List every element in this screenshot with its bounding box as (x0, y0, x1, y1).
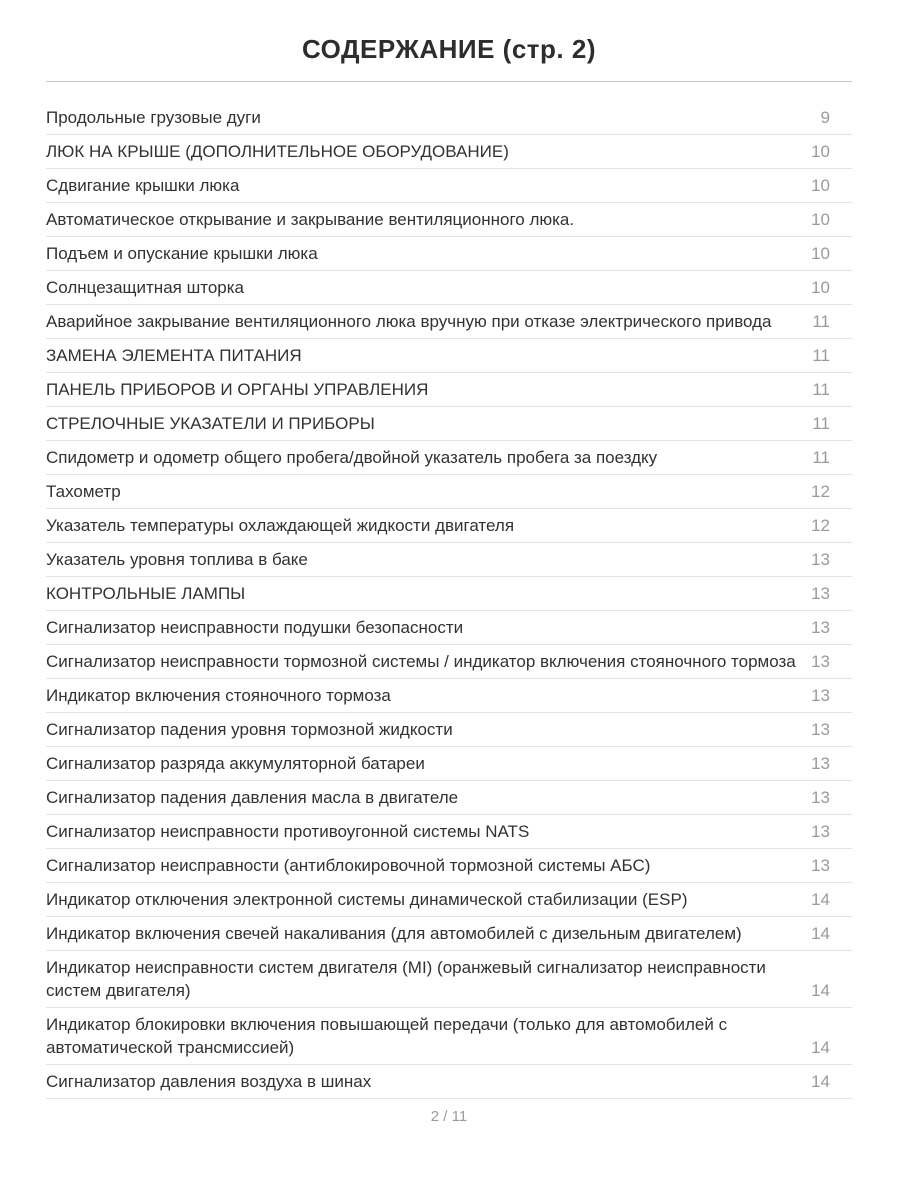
toc-row[interactable] (46, 305, 852, 339)
toc-page (0, 33, 900, 1200)
toc-row[interactable] (46, 781, 852, 815)
toc-list (46, 101, 852, 1099)
toc-entry-page: 13 (811, 618, 830, 637)
toc-entry-label: СТРЕЛОЧНЫЕ УКАЗАТЕЛИ И ПРИБОРЫ (46, 414, 375, 433)
toc-entry-label: ЛЮК НА КРЫШЕ (ДОПОЛНИТЕЛЬНОЕ ОБОРУДОВАНИЕ) (46, 142, 509, 161)
toc-entry-label: Сигнализатор неисправности тормозной системы / индикатор включения стояночного тормоза (46, 652, 796, 671)
toc-entry-label: Индикатор блокировки включения повышающей передачи (только для автомобилей с автоматической трансмиссией) (46, 1015, 728, 1057)
toc-row[interactable] (46, 373, 852, 407)
toc-row[interactable] (46, 883, 852, 917)
toc-entry-label: Указатель уровня топлива в баке (46, 550, 308, 569)
toc-row[interactable] (46, 1008, 852, 1065)
toc-row[interactable] (46, 101, 852, 135)
toc-entry-page: 13 (811, 686, 830, 705)
toc-entry-label: Сигнализатор неисправности (антиблокировочной тормозной системы АБС) (46, 856, 651, 875)
toc-entry-page: 13 (811, 822, 830, 841)
toc-entry-page: 11 (812, 346, 830, 365)
toc-entry-label: Солнцезащитная шторка (46, 278, 244, 297)
toc-row[interactable] (46, 169, 852, 203)
toc-row[interactable] (46, 849, 852, 883)
page-title: СОДЕРЖАНИЕ (стр. 2) (302, 34, 596, 64)
toc-row[interactable] (46, 951, 852, 1008)
toc-entry-page: 11 (812, 414, 830, 433)
toc-entry-page: 12 (811, 482, 830, 501)
toc-entry-label: Индикатор включения свечей накаливания (для автомобилей с дизельным двигателем) (46, 924, 742, 943)
toc-row[interactable] (46, 645, 852, 679)
toc-entry-label: ЗАМЕНА ЭЛЕМЕНТА ПИТАНИЯ (46, 346, 302, 365)
toc-row[interactable] (46, 203, 852, 237)
toc-entry-page: 13 (811, 720, 830, 739)
toc-row[interactable] (46, 815, 852, 849)
toc-row[interactable] (46, 1065, 852, 1099)
toc-row[interactable] (46, 407, 852, 441)
toc-entry-label: Индикатор отключения электронной системы динамической стабилизации (ESP) (46, 890, 688, 909)
toc-entry-label: Автоматическое открывание и закрывание вентиляционного люка. (46, 210, 575, 229)
toc-entry-page: 10 (811, 142, 830, 161)
toc-row[interactable] (46, 441, 852, 475)
toc-entry-page: 13 (811, 584, 830, 603)
toc-row[interactable] (46, 509, 852, 543)
toc-entry-label: КОНТРОЛЬНЫЕ ЛАМПЫ (46, 584, 246, 603)
toc-entry-page: 14 (811, 890, 830, 909)
toc-entry-label: Индикатор включения стояночного тормоза (46, 686, 391, 705)
toc-row[interactable] (46, 475, 852, 509)
toc-entry-page: 14 (811, 1038, 830, 1057)
toc-row[interactable] (46, 577, 852, 611)
toc-entry-label: Спидометр и одометр общего пробега/двойной указатель пробега за поездку (46, 448, 658, 467)
toc-entry-page: 14 (811, 924, 830, 943)
toc-entry-label: Сигнализатор падения уровня тормозной жидкости (46, 720, 453, 739)
toc-entry-label: Продольные грузовые дуги (46, 108, 261, 127)
toc-entry-page: 10 (811, 176, 830, 195)
toc-entry-label: Сигнализатор падения давления масла в двигателе (46, 788, 459, 807)
toc-entry-label: ПАНЕЛЬ ПРИБОРОВ И ОРГАНЫ УПРАВЛЕНИЯ (46, 380, 429, 399)
toc-row[interactable] (46, 713, 852, 747)
toc-entry-page: 14 (811, 1072, 830, 1091)
page-indicator: 2 / 11 (430, 1108, 468, 1125)
toc-entry-label: Сдвигание крышки люка (46, 176, 240, 195)
toc-row[interactable] (46, 135, 852, 169)
toc-entry-page: 11 (812, 380, 830, 399)
toc-entry-page: 14 (811, 981, 830, 1000)
toc-entry-page: 13 (811, 652, 830, 671)
toc-entry-page: 10 (811, 244, 830, 263)
toc-row[interactable] (46, 271, 852, 305)
toc-entry-page: 10 (811, 210, 830, 229)
toc-entry-page: 11 (812, 312, 830, 331)
toc-entry-label: Подъем и опускание крышки люка (46, 244, 318, 263)
toc-entry-label: Сигнализатор неисправности подушки безопасности (46, 618, 464, 637)
toc-entry-page: 13 (811, 856, 830, 875)
toc-row[interactable] (46, 747, 852, 781)
toc-entry-page: 13 (811, 550, 830, 569)
toc-entry-page: 12 (811, 516, 830, 535)
toc-row[interactable] (46, 917, 852, 951)
toc-row[interactable] (46, 339, 852, 373)
toc-entry-page: 11 (812, 448, 830, 467)
toc-entry-page: 9 (820, 108, 830, 127)
toc-row[interactable] (46, 543, 852, 577)
toc-row[interactable] (46, 679, 852, 713)
toc-entry-label: Сигнализатор разряда аккумуляторной батареи (46, 754, 425, 773)
toc-entry-label: Индикатор неисправности систем двигателя (MI) (оранжевый сигнализатор неисправности систем двигателя) (46, 958, 766, 1000)
toc-entry-label: Аварийное закрывание вентиляционного люка вручную при отказе электрического привода (46, 312, 772, 331)
toc-entry-page: 13 (811, 754, 830, 773)
toc-entry-page: 13 (811, 788, 830, 807)
title-divider (46, 81, 852, 82)
toc-entry-label: Тахометр (46, 482, 121, 501)
toc-row[interactable] (46, 611, 852, 645)
toc-entry-label: Сигнализатор неисправности противоугонной системы NATS (46, 822, 530, 841)
toc-row[interactable] (46, 237, 852, 271)
toc-entry-page: 10 (811, 278, 830, 297)
toc-entry-label: Указатель температуры охлаждающей жидкости двигателя (46, 516, 515, 535)
toc-entry-label: Сигнализатор давления воздуха в шинах (46, 1072, 372, 1091)
